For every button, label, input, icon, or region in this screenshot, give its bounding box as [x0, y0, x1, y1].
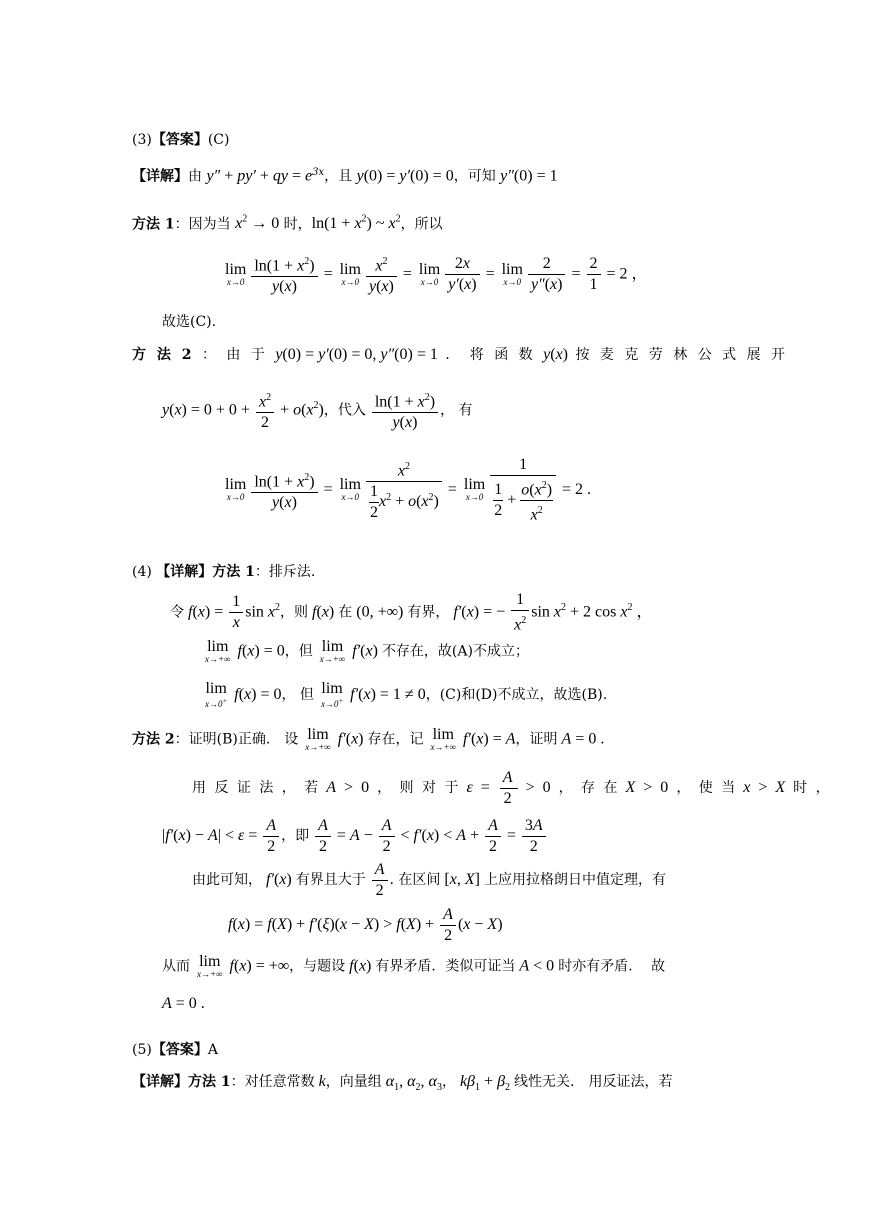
- method1-conclusion: 故选(C).: [162, 314, 217, 330]
- detail-5-line: 【详解】方法 1：对任意常数 k，向量组 $\alpha_1$, $\alpha_2$, $\alpha_3$， $k\beta_1 + \beta_2$ 线性无关. 用反证法，若: [132, 1073, 673, 1094]
- detail-3-line: 【详解】由 y″ + py′ + qy = $e^{3x}$，且 y(0) = y′(0) = 0，可知 y″(0) = 1: [132, 167, 558, 185]
- method2-b-intro: 方法 2：证明(B)正确. 设 lim x→+∞ f′(x) 存在，记 lim x→+∞ f′(x) = A，证明 A = 0 .: [132, 726, 605, 752]
- mean-value-formula: f(x) = f(X) + f′(ξ)(x − X) > f(X) + $\frac{A}{2}$ (x − X): [228, 906, 503, 944]
- final-result: A = 0 .: [162, 995, 205, 1012]
- limit-at-zero-line: lim x→0+ f(x) = 0， 但 lim x→0+ f′(x) = 1 ≠ 0，(C)和(D)不成立，故选(B).: [205, 680, 608, 709]
- method2-limit-formula: lim x→0 $\frac{\ln(1 + x^2)}{y(x)}$ = lim x→0 $x^2$ $\frac{1}{2}$ $x^2 + o(x^2)$ = lim x→0 1 $\frac{1}{2}$ + $\frac{o(x^2)}{x^2}$ = 2 .: [225, 456, 592, 524]
- method1-intro: 方法 1：因为当 $x^2 \to 0$ 时，$\ln(1 + x^2)$ ~ $x^2$，所以: [132, 214, 443, 233]
- maclaurin-expansion: y(x) = 0 + 0 + $\frac{x^2}{2}$ + $o(x^2)$，代入 $\frac{\ln(1 + x^2)}{y(x)}$ ， 有: [162, 388, 473, 433]
- contradiction-setup: 用 反 证 法 ， 若 A > 0 ， 则 对 于 ε = $\frac{A}{2}$ > 0 ， 存 在 X > 0 ， 使 当 x > X 时 ，: [192, 769, 832, 807]
- inequality-line: |f′(x) − A| < ε = $\frac{A}{2}$ ，即 $\frac{A}{2}$ = A − $\frac{A}{2}$ < f′(x) < A + $\frac{A}{2}$ = $\frac{3A}{2}$: [162, 816, 548, 857]
- method2-intro: 方 法 2 ： 由 于 y(0) = y′(0) = 0, y″(0) = 1 . 将 函 数 y(x) 按 麦 克 劳 林 公 式 展 开: [132, 346, 789, 363]
- limit-at-infinity-line: lim x→+∞ f(x) = 0，但 lim x→+∞ f′(x) 不存在，故(A)不成立；: [205, 638, 529, 664]
- lagrange-intro: 由此可知， f′(x) 有界且大于 $\frac{A}{2}$ . 在区间 [x, X] 上应用拉格朗日中值定理，有: [192, 861, 666, 899]
- counterexample-def: 令 f(x) = $\frac{1}{x}$ $\sin x^2$，则 f(x) 在 (0, +∞) 有界， f′(x) = − $\frac{1}{x^2}$ $\sin x^2 + 2$ $\cos x^2$ ，: [170, 591, 653, 634]
- answer-3-heading: (3)【答案】(C): [132, 132, 230, 148]
- method1-limit-formula: lim x→0 $\frac{\ln(1 + x^2)}{y(x)}$ = lim x→0 $\frac{x^2}{y(x)}$ = lim x→0 $\frac{2x}{y'(x)}$ = lim x→0 $\frac{2}{y''(x)}$ = $\frac{2}{1}$ = 2 ，: [222, 252, 648, 297]
- detail-4-heading: (4) 【详解】方法 1：排斥法.: [132, 564, 316, 580]
- contradiction-conclusion: 从而 lim x→+∞ f(x) = +∞，与题设 f(x) 有界矛盾．类似可证当 A < 0 时亦有矛盾. 故: [162, 953, 666, 979]
- answer-5-heading: (5)【答案】A: [132, 1042, 218, 1058]
